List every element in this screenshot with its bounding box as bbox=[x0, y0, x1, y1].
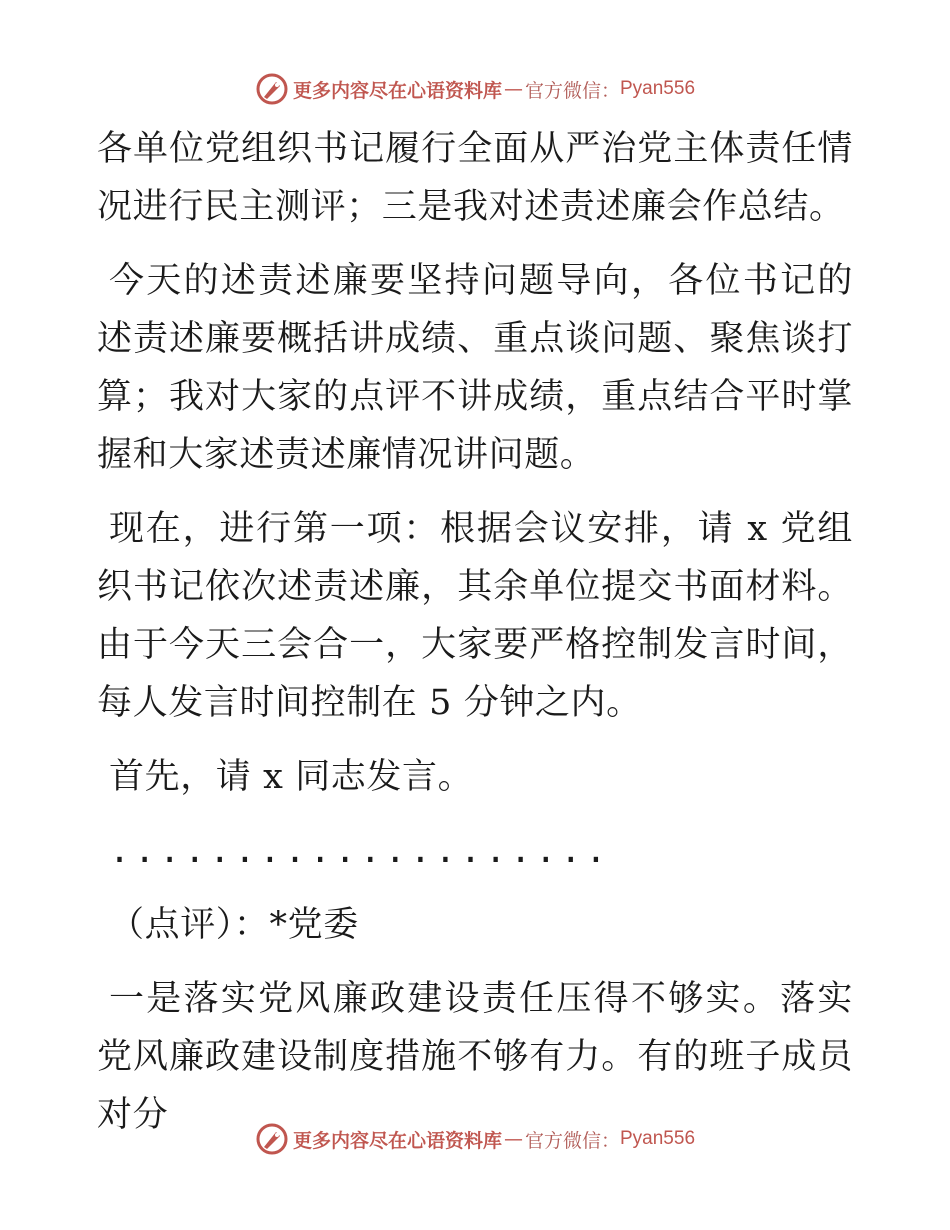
pen-nib-logo-icon bbox=[255, 1122, 289, 1156]
footer-watermark bbox=[0, 1122, 950, 1156]
watermark-label: 官方微信： bbox=[524, 1129, 620, 1152]
paragraph-5: 一是落实党风廉政建设责任压得不够实。落实党风廉政建设制度措施不够有力。有的班子成员对分 bbox=[97, 979, 853, 1135]
header-watermark bbox=[0, 72, 950, 106]
watermark-wechat-id: Pyan556 bbox=[620, 78, 696, 99]
paragraph-1: 各单位党组织书记履行全面从严治党主体责任情况进行民主测评；三是我对述责述廉会作总结。 bbox=[97, 129, 853, 227]
document-body bbox=[97, 120, 853, 1160]
pen-nib-logo-icon bbox=[255, 72, 289, 106]
review-heading: （点评）：*党委 bbox=[109, 905, 359, 945]
watermark-brand: 更多内容尽在心语资料库 bbox=[292, 1129, 502, 1152]
ellipsis-line: .................... bbox=[109, 831, 611, 871]
watermark-label: 官方微信： bbox=[524, 79, 620, 102]
watermark-brand: 更多内容尽在心语资料库 bbox=[292, 79, 502, 102]
paragraph-4: 首先，请 x 同志发言。 bbox=[109, 757, 474, 797]
watermark-dash: — bbox=[503, 78, 523, 100]
paragraph-2: 今天的述责述廉要坚持问题导向，各位书记的述责述廉要概括讲成绩、重点谈问题、聚焦谈打算；我对大家的点评不讲成绩，重点结合平时掌握和大家述责述廉情况讲问题。 bbox=[97, 261, 853, 475]
paragraph-3: 现在，进行第一项：根据会议安排，请 x 党组织书记依次述责述廉，其余单位提交书面材料。由于今天三会合一，大家要严格控制发言时间，每人发言时间控制在 5 分钟之内。 bbox=[97, 509, 853, 723]
watermark-wechat-id: Pyan556 bbox=[620, 1128, 696, 1149]
watermark-dash: — bbox=[503, 1128, 523, 1150]
